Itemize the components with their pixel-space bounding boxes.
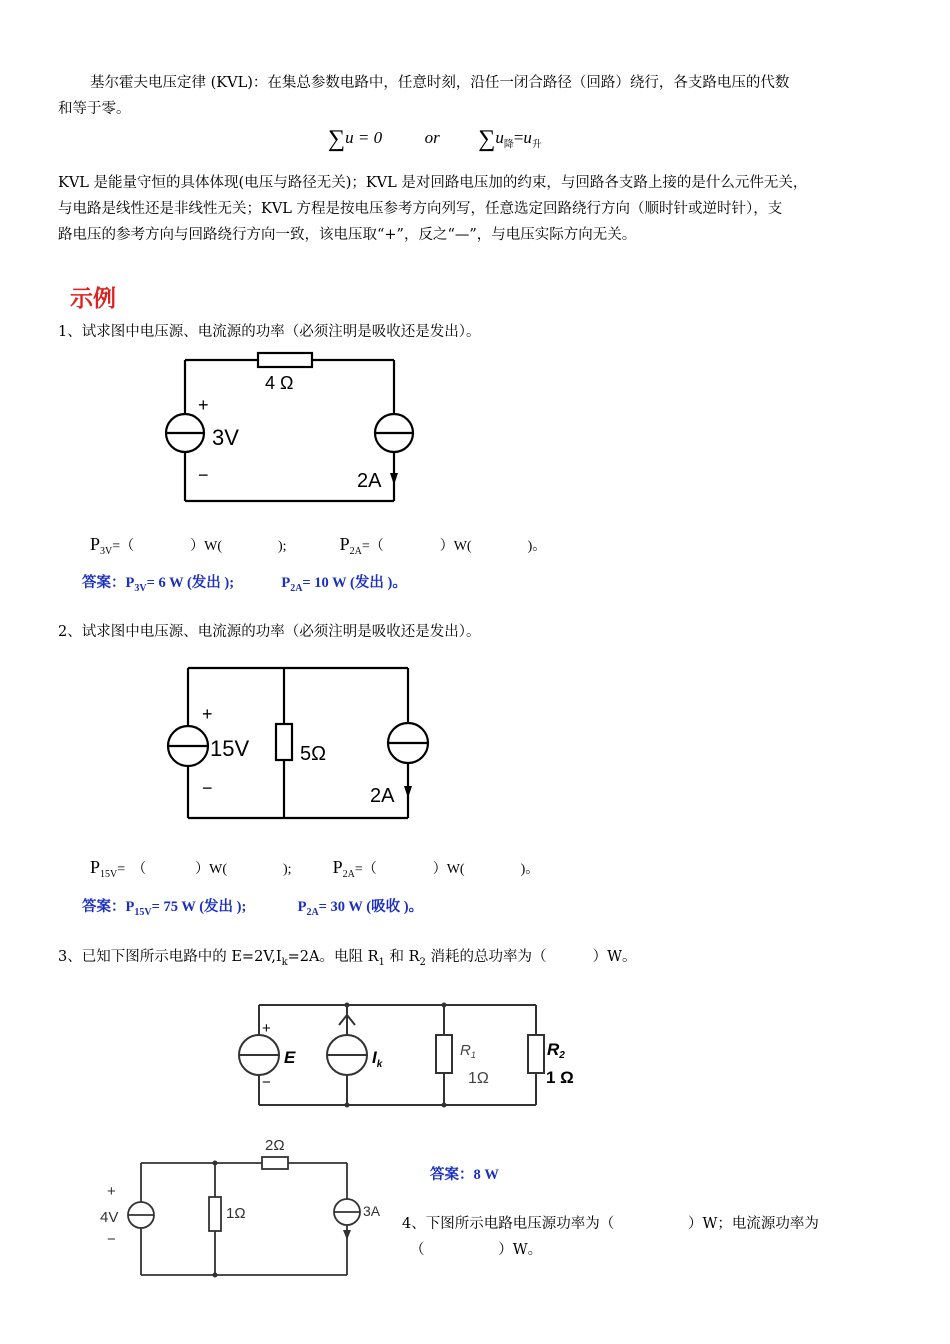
q1-answer-part1: = 6 W (发出 ); — [146, 575, 235, 591]
q3-E-label: E — [284, 1048, 296, 1067]
q3-circuit — [232, 995, 592, 1115]
q3-text — [58, 945, 637, 968]
q2-blank-2[interactable]: =（ ）W( )。 — [354, 862, 540, 877]
kvl-description-2: 与电路是线性还是非线性无关；KVL 方程是按电压参考方向列写，任意选定回路绕行方向（顺时针或逆时针），支 — [58, 201, 783, 217]
formula-or: or — [424, 128, 440, 147]
q1-vs-minus: − — [198, 465, 209, 485]
q1-answer — [82, 571, 407, 594]
q3-R2-value: 1 Ω — [546, 1068, 574, 1087]
q2-vs-plus: + — [202, 704, 213, 724]
q1-vs-plus: + — [198, 395, 209, 415]
kvl-description-3: 路电压的参考方向与回路绕行方向一致，该电压取“+”，反之“—”，与电压实际方向无关。 — [58, 227, 637, 243]
q4-circuit — [95, 1130, 395, 1280]
formula-sub-rise: 升 — [531, 139, 542, 151]
q4-vs-label: 4V — [100, 1209, 119, 1226]
q2-answer-sub1: 15V — [134, 906, 152, 918]
q4-text-2[interactable]: （ ）W。 — [410, 1242, 543, 1258]
q3-answer: 答案：8 W — [430, 1167, 499, 1183]
q3-sub-2: 2 — [419, 956, 426, 968]
q2-answer-p2: P — [297, 899, 307, 915]
q2-vs-label: 15V — [210, 736, 250, 761]
q3-text-a: 3、已知下图所示电路中的 E=2V,I — [58, 949, 282, 965]
q4-minus: − — [107, 1231, 116, 1248]
q2-blank-1[interactable]: = （ ）W( ); — [117, 862, 292, 877]
q3-R1: R — [460, 1042, 471, 1059]
q3-R2-sub: 2 — [559, 1050, 565, 1061]
q1-blank-line — [90, 534, 546, 557]
q1-resistor-label: 4 Ω — [265, 373, 294, 393]
section-heading: 示例 — [70, 286, 116, 312]
kvl-formula — [328, 126, 542, 153]
q1-p-symbol: P — [90, 534, 101, 554]
q2-p-symbol: P — [90, 857, 101, 877]
q3-R1-label — [460, 1042, 476, 1060]
q1-answer-part2: = 10 W (发出 )。 — [302, 575, 407, 591]
q1-answer-sub1: 3V — [134, 582, 147, 594]
q2-cs-label: 2A — [370, 785, 395, 807]
q2-answer-prefix: 答案：P — [82, 899, 135, 915]
q1-answer-prefix: 答案：P — [82, 575, 135, 591]
q2-p-sub: 15V — [100, 868, 118, 880]
q4-top-res-label: 2Ω — [265, 1137, 285, 1154]
kvl-description-1: KVL 是能量守恒的具体体现(电压与路径无关)；KVL 是对回路电压加的约束，与回路各支路上接的是什么元件无关， — [58, 175, 808, 191]
q3-R1-sub: 1 — [470, 1050, 476, 1060]
q3-R1-value: 1Ω — [468, 1070, 489, 1087]
formula-eq: = — [513, 128, 524, 147]
q1-blank-2[interactable]: =（ ）W( )。 — [361, 539, 547, 554]
q3-minus: − — [262, 1074, 271, 1091]
q3-text-b: =2A。电阻 R — [287, 949, 379, 965]
q3-sub-1: 1 — [378, 956, 385, 968]
q4-text-1[interactable]: 4、下图所示电路电压源功率为（ ）W；电流源功率为 — [402, 1216, 819, 1232]
q3-text-d[interactable]: 消耗的总功率为（ ）W。 — [425, 949, 637, 965]
q3-R2: R — [547, 1040, 560, 1059]
q3-Ik-label — [372, 1048, 383, 1070]
q3-text-c: 和 R — [384, 949, 420, 965]
formula-sub-drop: 降 — [503, 139, 514, 151]
q1-p2-sub: 2A — [349, 545, 362, 557]
q2-text: 2、试求图中电压源、电流源的功率（必须注明是吸收还是发出）。 — [58, 624, 481, 640]
q1-circuit — [150, 345, 440, 510]
q2-answer-sub2: 2A — [306, 906, 319, 918]
sum-symbol-2: ∑ — [478, 126, 496, 152]
q1-p2-symbol: P — [339, 534, 350, 554]
q1-blank-1[interactable]: =（ ）W( ); — [112, 539, 287, 554]
sum-symbol: ∑ — [328, 126, 346, 152]
formula-left: u = 0 — [345, 128, 383, 147]
q3-Ik: I — [372, 1048, 377, 1067]
kvl-definition-line2: 和等于零。 — [58, 101, 131, 117]
q4-mid-res-label: 1Ω — [226, 1205, 246, 1222]
kvl-definition-line1: 基尔霍夫电压定律 (KVL)：在集总参数电路中，任意时刻，沿任一闭合路径（回路）绕行，各支路电压的代数 — [90, 75, 790, 91]
q1-vs-label: 3V — [212, 425, 239, 450]
q2-answer-part2: = 30 W (吸收 )。 — [318, 899, 424, 915]
q3-R2-label — [547, 1040, 565, 1061]
q2-p2-symbol: P — [332, 857, 343, 877]
formula-u1: u — [495, 128, 504, 147]
q2-circuit — [150, 660, 440, 825]
q2-resistor-label: 5Ω — [300, 743, 327, 765]
q1-answer-sub2: 2A — [290, 582, 303, 594]
q3-sub-k: k — [281, 956, 288, 968]
q4-plus: + — [107, 1183, 116, 1200]
q2-blank-line — [90, 857, 539, 880]
formula-u2: u — [523, 128, 532, 147]
q3-plus: + — [262, 1020, 271, 1037]
q1-answer-p2: P — [281, 575, 291, 591]
q2-answer — [82, 895, 423, 918]
q2-p2-sub: 2A — [342, 868, 355, 880]
q2-vs-minus: − — [202, 778, 213, 798]
q1-p-sub: 3V — [100, 545, 113, 557]
q1-text: 1、试求图中电压源、电流源的功率（必须注明是吸收还是发出）。 — [58, 324, 481, 340]
q2-answer-part1: = 75 W (发出 ); — [151, 899, 247, 915]
q3-Ik-sub: k — [376, 1059, 383, 1070]
q4-cs-label: 3A — [363, 1203, 381, 1219]
q1-cs-label: 2A — [357, 470, 382, 492]
